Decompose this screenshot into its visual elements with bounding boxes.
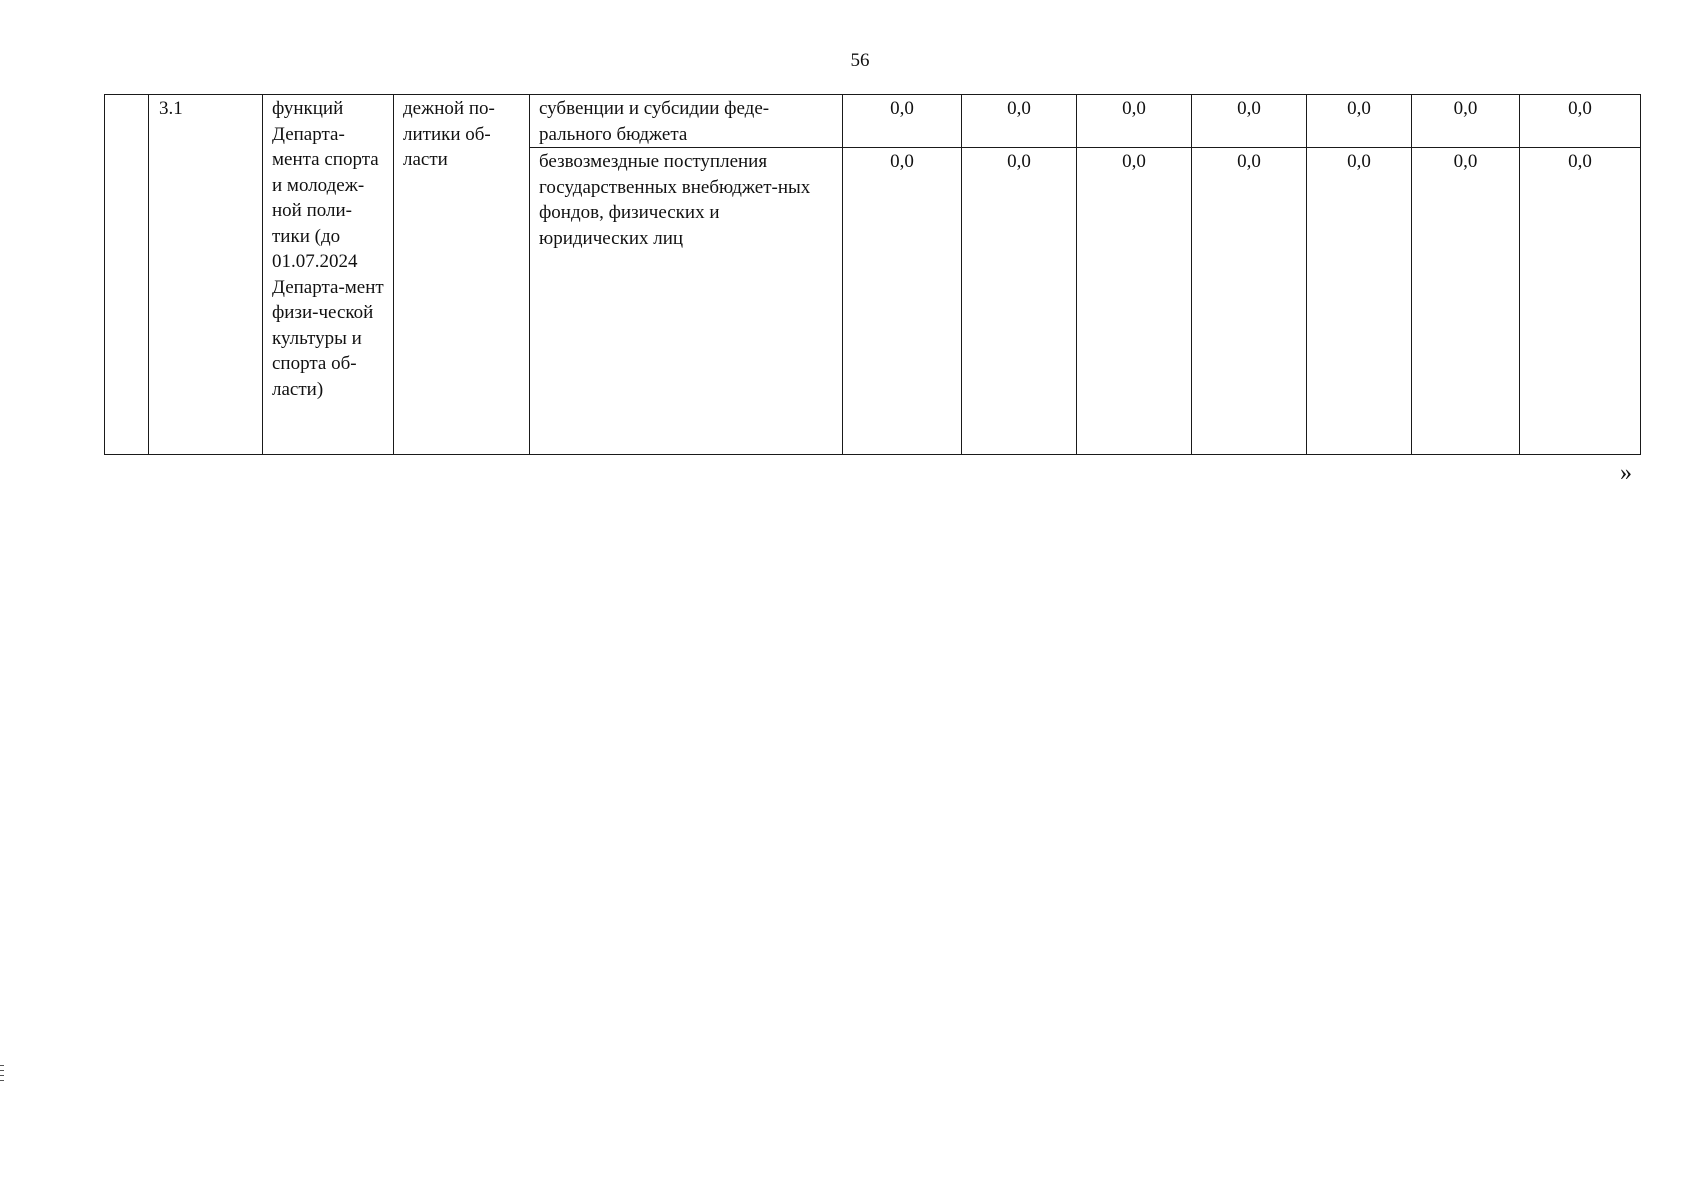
funding-source-cell: субвенции и субсидии феде-рального бюджета [530, 95, 843, 148]
department-cell: дежной по-литики об-ласти [394, 95, 530, 455]
item-index-cell: 3.1 [149, 95, 263, 455]
value-cell: 0,0 [1412, 95, 1520, 148]
scan-mark [0, 1070, 4, 1071]
empty-cell [105, 95, 149, 455]
value-cell: 0,0 [1520, 95, 1641, 148]
closing-quote: » [1620, 460, 1632, 486]
scan-mark [0, 1065, 4, 1066]
value-cell: 0,0 [1520, 148, 1641, 455]
scan-edge-marks [0, 1065, 4, 1085]
budget-table [104, 94, 1641, 455]
scan-mark [0, 1075, 4, 1076]
value-cell: 0,0 [962, 95, 1077, 148]
value-cell: 0,0 [1077, 95, 1192, 148]
scan-mark [0, 1080, 4, 1081]
value-cell: 0,0 [1077, 148, 1192, 455]
funding-source-cell: безвозмездные поступления государственных внебюджет-ных фондов, физических и юридических лиц [530, 148, 843, 455]
value-cell: 0,0 [1412, 148, 1520, 455]
page-number: 56 [850, 50, 870, 71]
value-cell: 0,0 [1192, 95, 1307, 148]
value-cell: 0,0 [962, 148, 1077, 455]
value-cell: 0,0 [843, 95, 962, 148]
value-cell: 0,0 [1307, 148, 1412, 455]
value-cell: 0,0 [1192, 148, 1307, 455]
executor-cell: функций Департа-мента спорта и молодеж-ной поли-тики (до 01.07.2024 Департа-мент физи-ческой культуры и спорта об-ласти) [263, 95, 394, 455]
value-cell: 0,0 [843, 148, 962, 455]
value-cell: 0,0 [1307, 95, 1412, 148]
table-row [105, 95, 1641, 148]
